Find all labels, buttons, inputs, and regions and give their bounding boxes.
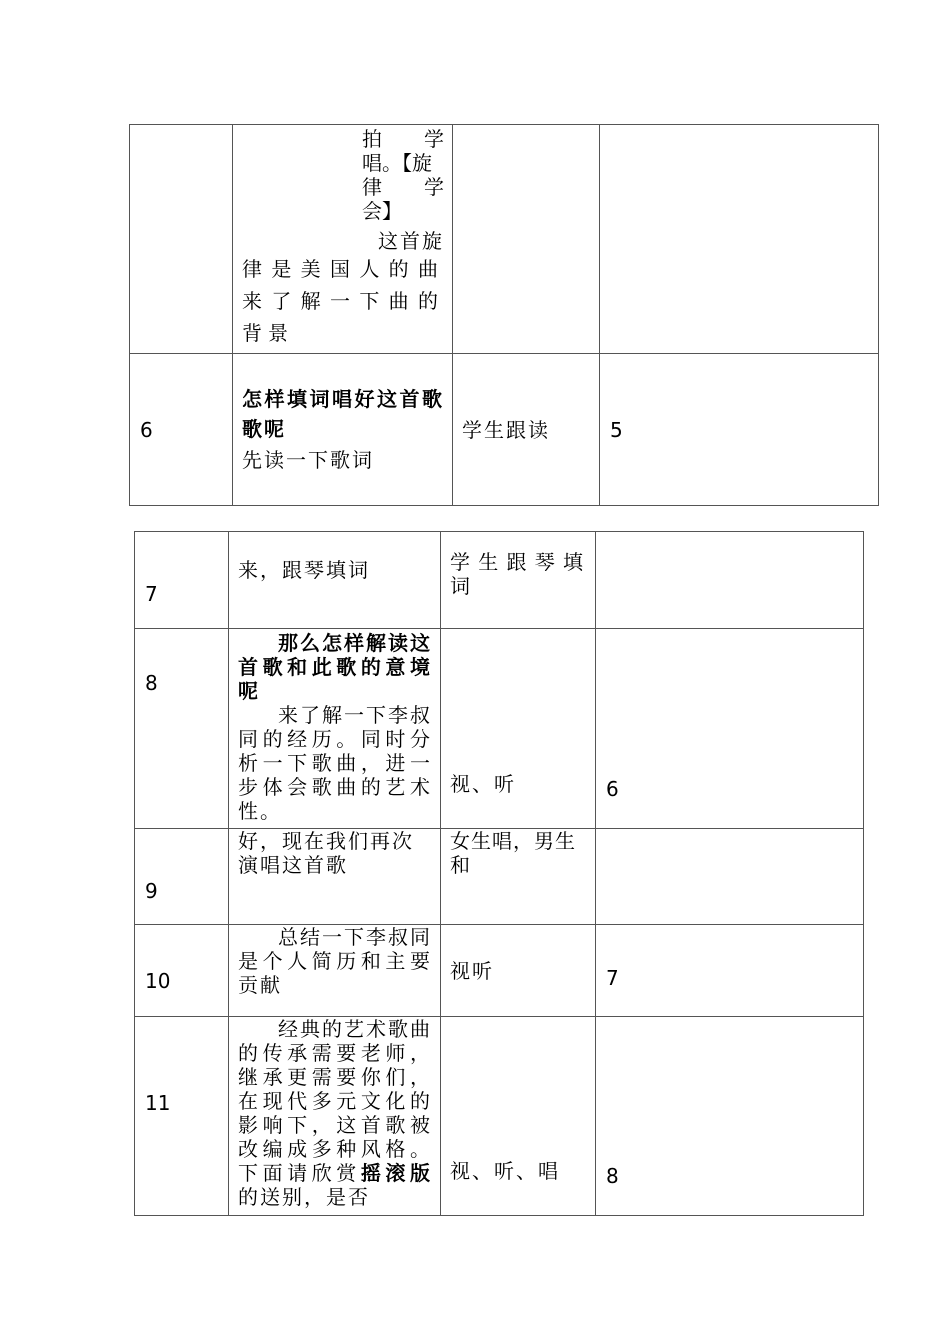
- activity-cell: 学生跟读: [453, 354, 600, 506]
- table-row: [135, 532, 864, 629]
- table-row: [135, 925, 864, 1017]
- step-number-cell: 7: [135, 532, 229, 629]
- minutes-cell: 6: [596, 629, 864, 829]
- desc-post: 的送别，是否: [238, 1185, 370, 1209]
- desc-indent-line: 这首旋: [378, 229, 444, 253]
- table-row: [135, 1017, 864, 1216]
- step-number-cell: 10: [135, 925, 229, 1017]
- desc-line: 学: [424, 127, 444, 151]
- desc-bold: 那么怎样解读这首歌和此歌的意境呢: [238, 631, 432, 703]
- lesson-table-bottom: [134, 531, 864, 1216]
- activity-cell: 学生跟琴填词: [441, 532, 596, 629]
- minutes-cell: [596, 532, 864, 629]
- step-description-cell: [233, 354, 453, 506]
- step-description-cell: [229, 1017, 441, 1216]
- step-description-cell: 好，现在我们再次演唱这首歌: [229, 829, 441, 925]
- minutes-cell: [600, 125, 879, 354]
- desc-line: 会】: [362, 199, 402, 223]
- desc-line: 学: [424, 175, 444, 199]
- desc-bold: 怎样填词唱好这首歌歌呢: [242, 386, 444, 441]
- step-number-cell: 8: [135, 629, 229, 829]
- step-number-cell: [130, 125, 233, 354]
- desc-line: 拍: [362, 127, 382, 151]
- table-row: [130, 354, 879, 506]
- minutes-cell: [596, 829, 864, 925]
- activity-cell: 视、听: [441, 629, 596, 829]
- activity-cell: 女生唱，男生和: [441, 829, 596, 925]
- step-description-cell: 来，跟琴填词: [229, 532, 441, 629]
- lesson-table-top: [129, 124, 879, 506]
- step-number-cell: 6: [130, 354, 233, 506]
- step-description-cell: [229, 629, 441, 829]
- desc-plain: 先读一下歌词: [242, 447, 374, 472]
- activity-cell: 视听: [441, 925, 596, 1017]
- step-description-cell: [233, 125, 453, 354]
- desc-bold: 摇滚版: [360, 1161, 433, 1185]
- activity-cell: [453, 125, 600, 354]
- minutes-cell: 7: [596, 925, 864, 1017]
- desc-line: 唱。【旋: [362, 151, 432, 175]
- step-number-cell: 11: [135, 1017, 229, 1216]
- table-row: [135, 829, 864, 925]
- step-description-cell: 总结一下李叔同是个人简历和主要贡献: [229, 925, 441, 1017]
- desc-plain: 来了解一下李叔同的经历。同时分析一下歌曲，进一步体会歌曲的艺术性。: [238, 703, 432, 823]
- table-row: [135, 629, 864, 829]
- desc-rest: 律是美国人的曲来了解一下曲的背景: [242, 257, 444, 345]
- desc-pre: 经典的艺术歌曲的传承需要老师，继承更需要你们，在现代多元文化的影响下，这首歌被改编成多种风格。下面请欣赏: [238, 1017, 432, 1185]
- minutes-cell: 8: [596, 1017, 864, 1216]
- minutes-cell: 5: [600, 354, 879, 506]
- table-row: [130, 125, 879, 354]
- step-number-cell: 9: [135, 829, 229, 925]
- activity-cell: 视、听、唱: [441, 1017, 596, 1216]
- desc-line: 律: [362, 175, 382, 199]
